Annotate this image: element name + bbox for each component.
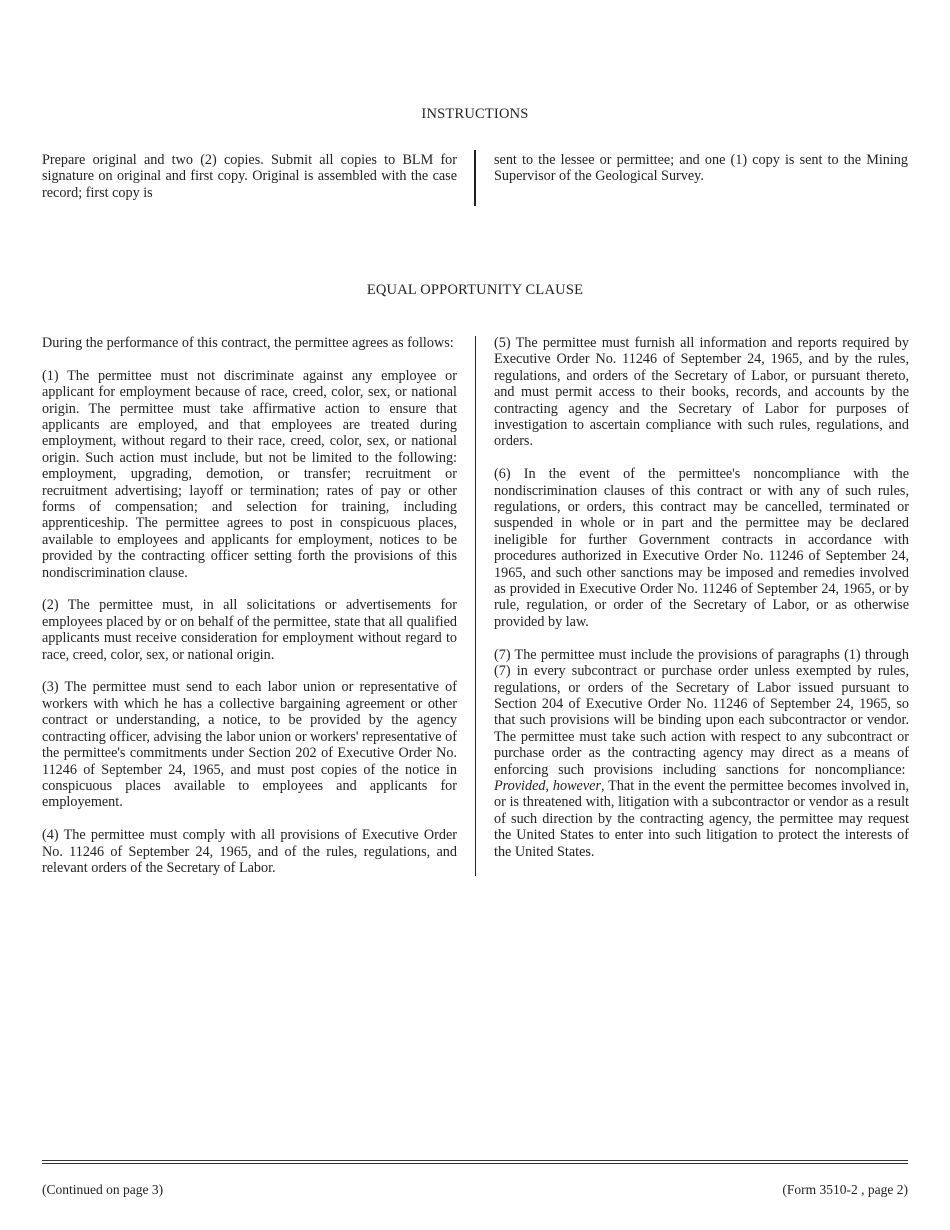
clause-title: EQUAL OPPORTUNITY CLAUSE bbox=[366, 282, 584, 298]
clause-paragraph-5: (5) The permittee must furnish all information and reports required by Executive Order No. 11246 of September 24, 1965, and by the rules, regulations, and orders of the Secretary of Labor, or pursuant thereto, and must permit access to their books, records, and accounts by the contracting agency and the Secretary of Labor for purposes of investigation to ascertain compliance with such rules, regulations, and orders. bbox=[494, 335, 909, 450]
footer-rule-top bbox=[42, 1160, 908, 1161]
instructions-left-column bbox=[42, 152, 457, 201]
clause-right-column bbox=[494, 335, 909, 860]
footer-continued: (Continued on page 3) bbox=[42, 1182, 164, 1197]
clause-intro: During the performance of this contract, the permittee agrees as follows: bbox=[42, 335, 454, 351]
clause-paragraph-7-part-b: , That in the event the permittee becomes involved in, or is threatened with, litigation with a subcontractor or vendor as a result of such direction by the contracting agency, the permittee may request the United States to enter into such litigation to protect the interests of the United States. bbox=[494, 777, 909, 860]
clause-left-column bbox=[42, 335, 457, 876]
clause-paragraph-4: (4) The permittee must comply with all provisions of Executive Order No. 11246 of September 24, 1965, and of the rules, regulations, and relevant orders of the Secretary of Labor. bbox=[42, 827, 457, 876]
footer-rule-bottom bbox=[42, 1163, 908, 1164]
clause-paragraph-1: (1) The permittee must not discriminate against any employee or applicant for employment because of race, creed, color, sex, or national origin. The permittee must take affirmative action to ensure that applicants are employed, and that employees are treated during employment, without regard to their race, creed, color, sex, or national origin. Such action must include, but not be limited to the following: employment, upgrading, demotion, or transfer; recruitment or recruitment advertising; layoff or termination; rates of pay or other forms of compensation; and selection for training, including apprenticeship. The permittee agrees to post in conspicuous places, available to employees and applicants for employment, notices to be provided by the contracting officer setting forth the provisions of this nondiscrimination clause. bbox=[42, 367, 457, 581]
clause-paragraph-3: (3) The permittee must send to each labor union or representative of workers with which he has a collective bargaining agreement or other contract or understanding, a notice, to be provided by the agency contracting officer, advising the labor union or workers' representative of the permittee's commitments under Section 202 of Executive Order No. 11246 of September 24, 1965, and must post copies of the notice in conspicuous places available to employees and applicants for employement. bbox=[42, 679, 457, 811]
clause-column-divider bbox=[475, 336, 476, 876]
clause-paragraph-7 bbox=[494, 647, 909, 860]
clause-paragraph-7-proviso: Provided, however bbox=[494, 777, 601, 794]
instructions-title: INSTRUCTIONS bbox=[421, 106, 529, 122]
clause-paragraph-7-part-a: (7) The permittee must include the provisions of paragraphs (1) through (7) in every subcontract or purchase order unless exempted by rules, regulations, or orders of the Secretary of Labor issued pursuant to Section 204 of Executive Order No. 11246 of September 24, 1965, so that such provisions will be binding upon each subcontractor or vendor. The permittee must take such action with respect to any subcontract or purchase order as the contracting agency may direct as a means of enforcing such provisions including sanctions for noncompliance: bbox=[494, 646, 909, 778]
instructions-right-column bbox=[494, 152, 908, 185]
instructions-right-text: sent to the lessee or permittee; and one (1) copy is sent to the Mining Supervisor of the Geological Survey. bbox=[494, 152, 908, 185]
footer-form-reference: (Form 3510-2 , page 2) bbox=[782, 1182, 908, 1197]
clause-paragraph-2: (2) The permittee must, in all solicitations or advertisements for employees placed by or on behalf of the permittee, state that all qualified applicants must receive consideration for employment without regard to race, creed, color, sex, or national origin. bbox=[42, 597, 457, 663]
clause-paragraph-6: (6) In the event of the permittee's noncompliance with the nondiscrimination clauses of this contract or with any of such rules, regulations, or orders, this contract may be cancelled, terminated or suspended in whole or in part and the permittee may be declared ineligible for further Government contracts in accordance with procedures authorized in Executive Order No. 11246 of September 24, 1965, and such other sanctions may be imposed and remedies involved as provided in Executive Order No. 11246 of September 24, 1965, or by rule, regulation, or order of the Secretary of Labor, or as otherwise provided by law. bbox=[494, 466, 909, 630]
instructions-column-divider bbox=[474, 150, 476, 206]
instructions-left-text: Prepare original and two (2) copies. Submit all copies to BLM for signature on original and first copy. Original is assembled with the case record; first copy is bbox=[42, 152, 457, 201]
